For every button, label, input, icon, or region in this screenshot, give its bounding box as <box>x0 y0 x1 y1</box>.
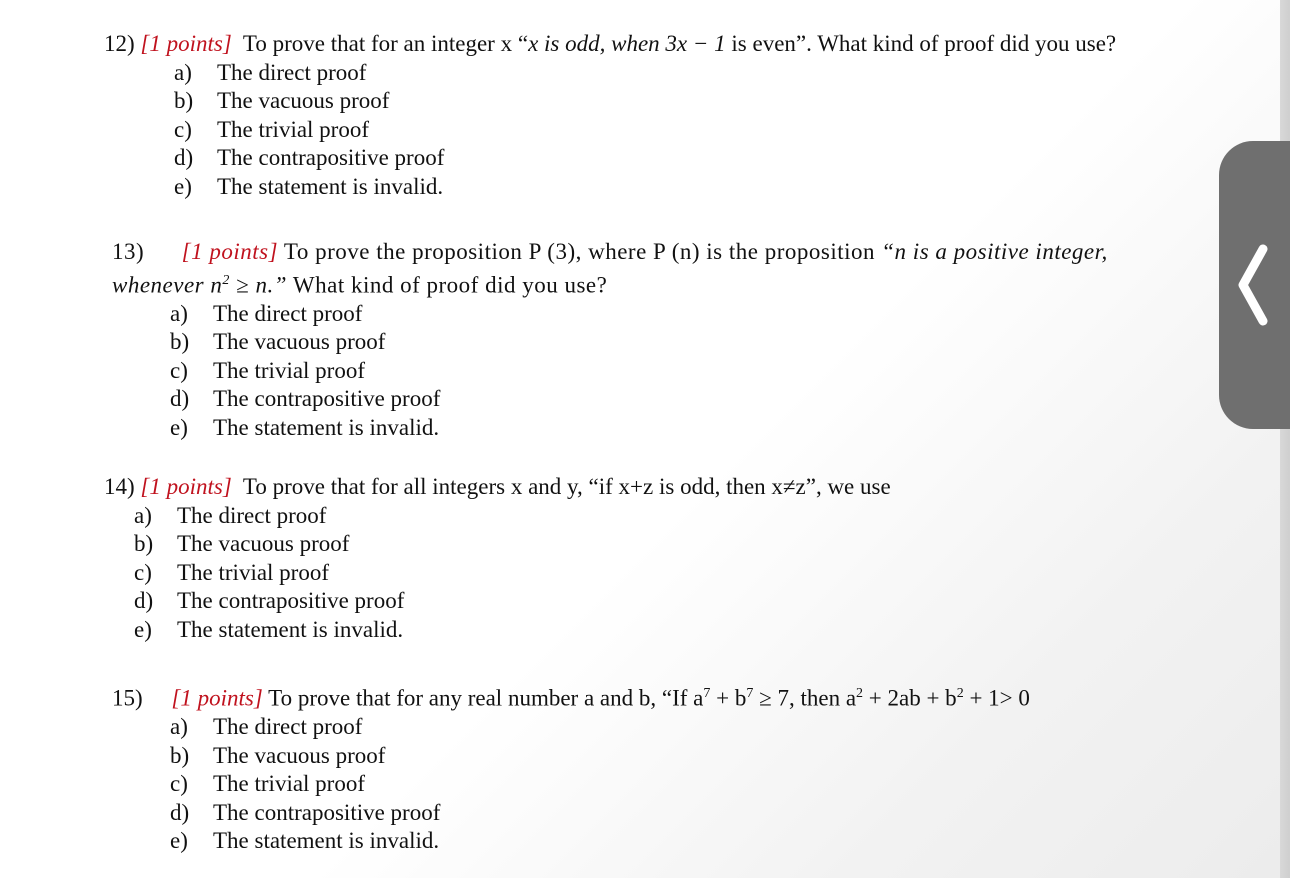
option-letter: b) <box>134 531 154 556</box>
question-15-stem <box>112 680 1030 713</box>
points-label: [1 points] <box>140 474 232 499</box>
question-text-italic: x is odd, when 3x − 1 <box>528 31 726 56</box>
option-label: The direct proof <box>213 300 363 326</box>
option-letter: d) <box>174 145 194 170</box>
points-label: [1 points] <box>140 31 232 56</box>
question-15 <box>112 680 1030 856</box>
question-text-italic: “n is a positive integer, <box>881 239 1108 264</box>
option-e[interactable] <box>134 616 891 645</box>
option-e[interactable] <box>174 173 1116 202</box>
question-text: is even”. What kind of proof did you use? <box>725 31 1117 56</box>
option-label: The vacuous proof <box>177 531 350 556</box>
question-number: 15) <box>112 685 143 711</box>
option-e[interactable] <box>170 414 1108 443</box>
question-text: To prove that for an integer x “ <box>242 31 529 56</box>
option-a[interactable] <box>170 300 1108 329</box>
option-letter: b) <box>170 329 190 355</box>
option-letter: e) <box>134 616 152 642</box>
option-letter: e) <box>170 414 188 440</box>
option-c[interactable] <box>174 116 1116 145</box>
option-label: The statement is invalid. <box>217 173 444 199</box>
option-letter: d) <box>170 799 190 825</box>
question-number: 12) <box>104 31 135 56</box>
option-letter: c) <box>170 771 188 797</box>
question-text: + 2ab + b <box>863 685 957 711</box>
option-letter: a) <box>174 59 192 85</box>
question-text: To prove that for all integers x and y, “if x+z is odd, then x≠z”, we use <box>242 474 891 499</box>
superscript: 7 <box>703 686 711 701</box>
option-d[interactable] <box>170 799 1030 828</box>
question-14 <box>104 473 891 644</box>
question-12-stem <box>104 30 1116 59</box>
superscript: 2 <box>856 686 864 701</box>
question-text: What kind of proof did you use? <box>287 272 608 298</box>
question-text-italic: whenever n <box>112 272 223 298</box>
question-text: + 1> 0 <box>963 685 1030 711</box>
option-label: The vacuous proof <box>213 742 386 768</box>
option-letter: b) <box>170 742 190 768</box>
chevron-left-icon <box>1235 241 1275 329</box>
question-number: 14) <box>104 474 135 499</box>
question-text: To prove the proposition P (3), where P (n) is the proposition <box>283 239 882 264</box>
question-text: + b <box>710 685 747 711</box>
superscript: 2 <box>956 686 964 701</box>
option-label: The contrapositive proof <box>217 145 445 170</box>
question-13-stem-line2 <box>112 267 1108 300</box>
option-e[interactable] <box>170 827 1030 856</box>
question-text: To prove that for any real number a and b, “If a <box>268 685 704 711</box>
option-label: The trivial proof <box>177 559 330 585</box>
question-12 <box>104 30 1116 201</box>
question-13 <box>112 238 1108 442</box>
option-b[interactable] <box>170 328 1108 357</box>
question-number: 13) <box>112 239 145 264</box>
option-c[interactable] <box>134 559 891 588</box>
option-letter: a) <box>170 714 188 740</box>
option-letter: d) <box>170 386 190 412</box>
option-letter: c) <box>134 559 152 585</box>
option-label: The statement is invalid. <box>213 828 440 854</box>
option-label: The trivial proof <box>213 357 366 383</box>
option-a[interactable] <box>170 713 1030 742</box>
option-label: The statement is invalid. <box>177 616 404 642</box>
option-a[interactable] <box>134 502 891 531</box>
option-letter: c) <box>174 116 192 142</box>
question-text-italic: ≥ n.” <box>229 272 288 298</box>
option-letter: e) <box>170 828 188 854</box>
points-label: [1 points] <box>181 239 279 264</box>
option-letter: e) <box>174 173 192 199</box>
question-14-stem <box>104 473 891 502</box>
superscript: 7 <box>746 686 754 701</box>
option-b[interactable] <box>134 530 891 559</box>
option-c[interactable] <box>170 357 1108 386</box>
superscript: 2 <box>222 272 230 288</box>
option-letter: c) <box>170 357 188 383</box>
option-label: The trivial proof <box>217 116 370 142</box>
scroll-edge <box>1280 0 1290 878</box>
option-label: The contrapositive proof <box>213 386 441 412</box>
points-label: [1 points] <box>171 685 263 711</box>
question-13-stem <box>112 238 1108 267</box>
option-letter: a) <box>170 300 188 326</box>
option-label: The contrapositive proof <box>213 799 441 825</box>
option-letter: d) <box>134 588 154 613</box>
option-label: The statement is invalid. <box>213 414 440 440</box>
side-panel-handle[interactable] <box>1219 141 1290 429</box>
option-b[interactable] <box>170 742 1030 771</box>
option-d[interactable] <box>134 587 891 616</box>
option-b[interactable] <box>174 87 1116 116</box>
option-a[interactable] <box>174 59 1116 88</box>
option-label: The trivial proof <box>213 771 366 797</box>
option-label: The vacuous proof <box>213 329 386 355</box>
option-d[interactable] <box>174 144 1116 173</box>
question-text: ≥ 7, then a <box>753 685 857 711</box>
option-label: The direct proof <box>213 714 363 740</box>
option-label: The contrapositive proof <box>177 588 405 613</box>
option-label: The direct proof <box>177 502 327 528</box>
option-label: The direct proof <box>217 59 367 85</box>
option-c[interactable] <box>170 770 1030 799</box>
option-d[interactable] <box>170 385 1108 414</box>
option-letter: b) <box>174 88 194 113</box>
option-label: The vacuous proof <box>217 88 390 113</box>
option-letter: a) <box>134 502 152 528</box>
